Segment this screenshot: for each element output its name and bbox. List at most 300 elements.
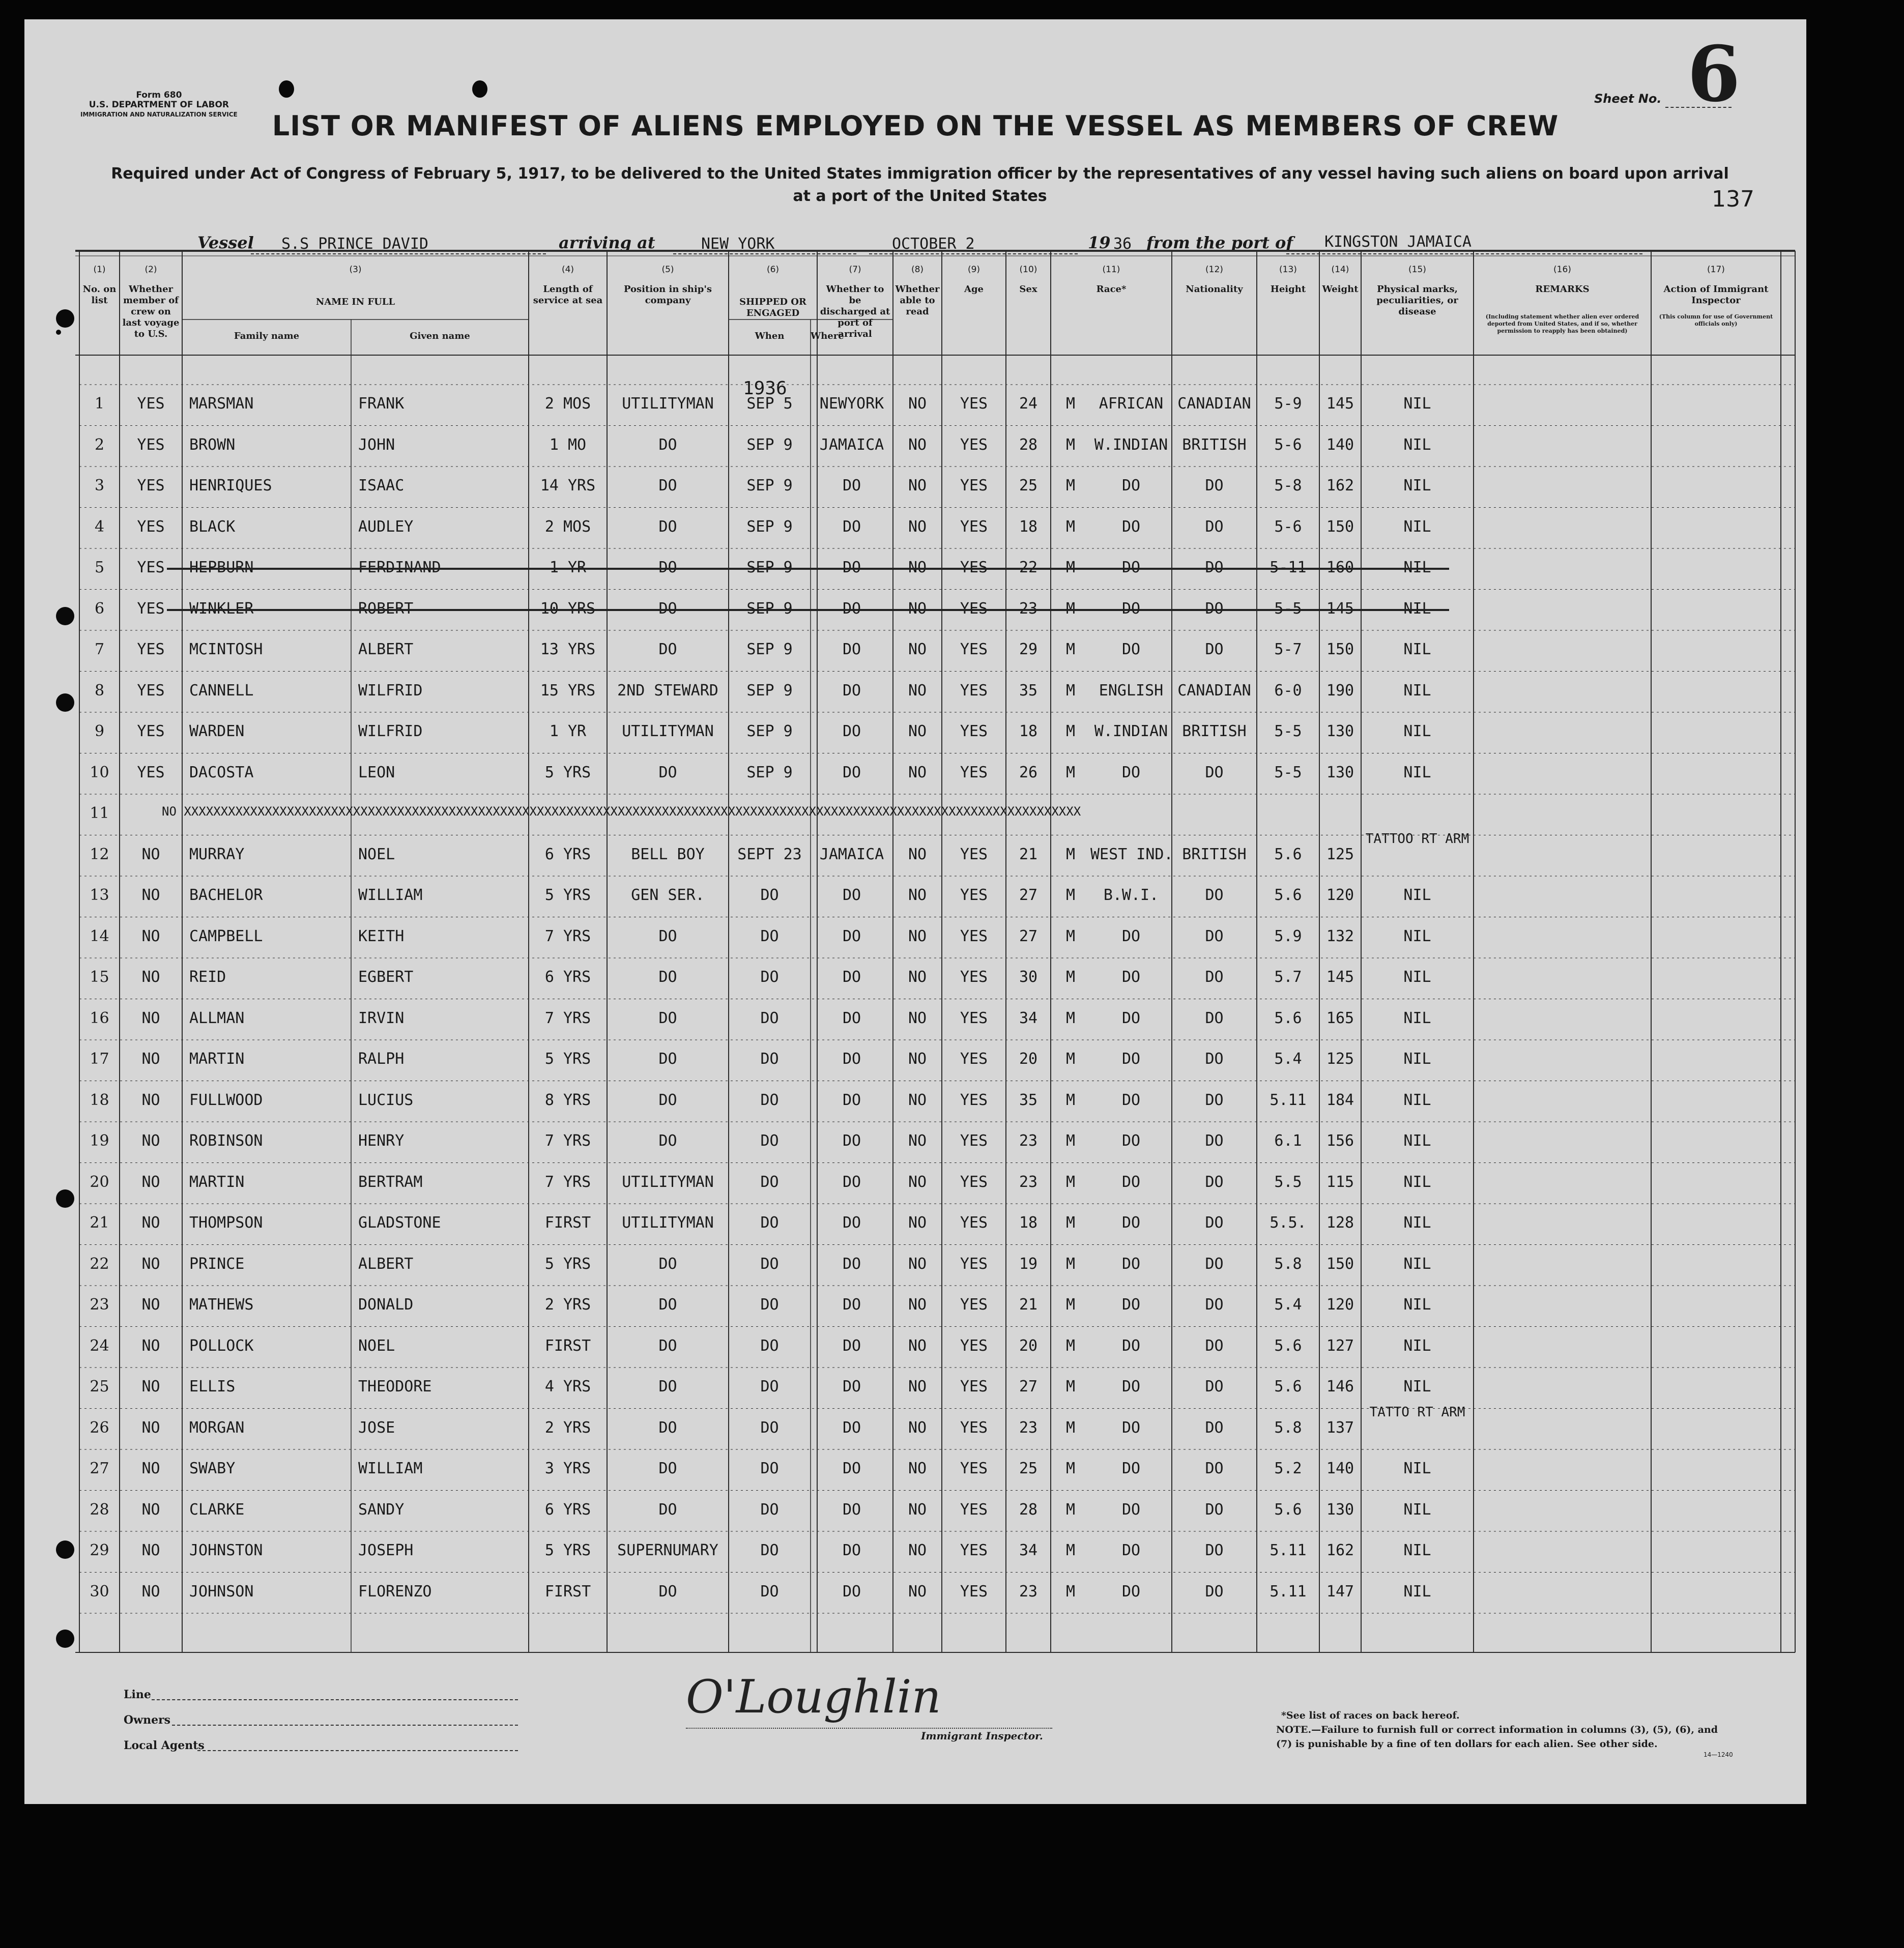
physical-marks: NIL <box>1403 1050 1431 1068</box>
race: WEST IND. <box>1090 845 1173 863</box>
previous-voyage: YES <box>137 681 165 700</box>
column-header: Weight <box>1322 284 1359 295</box>
page-title: LIST OR MANIFEST OF ALIENS EMPLOYED ON THE VESSEL AS MEMBERS OF CREW <box>272 110 1559 142</box>
previous-voyage: YES <box>137 599 165 618</box>
length-of-service: 14 YRS <box>540 477 596 495</box>
sex: M <box>1065 435 1076 454</box>
race: DO <box>1121 927 1141 945</box>
able-to-read: YES <box>960 1255 988 1273</box>
engaged-when: SEP 9 <box>746 763 793 781</box>
family-name: CAMPBELL <box>189 927 263 945</box>
engaged-when: DO <box>760 886 779 904</box>
able-to-read: YES <box>960 1296 988 1314</box>
engaged-where: DO <box>842 1418 861 1437</box>
table-row <box>24 1009 1806 1051</box>
race: DO <box>1121 763 1141 781</box>
weight: 184 <box>1326 1091 1354 1109</box>
column-number: (6) <box>766 265 780 275</box>
height: 5.11 <box>1270 1091 1307 1109</box>
previous-voyage: NO <box>141 1173 160 1191</box>
row-number: 25 <box>90 1378 109 1395</box>
sex: M <box>1065 1132 1076 1150</box>
weight: 130 <box>1326 1500 1354 1519</box>
row-number: 6 <box>94 599 105 618</box>
vessel-name: S.S PRINCE DAVID <box>281 235 428 253</box>
to-be-discharged: NO <box>908 559 927 576</box>
given-name: SANDY <box>358 1500 405 1519</box>
previous-voyage: NO <box>141 1418 160 1437</box>
race: DO <box>1121 1091 1141 1109</box>
family-name: MARTIN <box>189 1173 245 1191</box>
previous-voyage: NO <box>141 927 160 945</box>
height: 5.9 <box>1274 927 1302 945</box>
weight: 115 <box>1326 1173 1354 1191</box>
column-header: Position in ship's company <box>623 284 712 306</box>
position: DO <box>658 763 677 781</box>
age: 34 <box>1019 1009 1038 1027</box>
previous-voyage: YES <box>137 477 165 495</box>
column-number: (3) <box>349 265 362 275</box>
engaged-when: DO <box>760 1296 779 1314</box>
position: DO <box>658 1050 677 1068</box>
physical-marks: NIL <box>1403 1091 1431 1109</box>
family-name: CLARKE <box>189 1500 245 1519</box>
column-number: (1) <box>93 265 106 275</box>
nationality: DO <box>1205 1255 1224 1273</box>
length-of-service: 4 YRS <box>544 1378 591 1395</box>
able-to-read: YES <box>960 559 988 576</box>
nationality: DO <box>1205 599 1224 618</box>
able-to-read: YES <box>960 927 988 945</box>
column-number: (17) <box>1707 265 1725 275</box>
engaged-when: DO <box>760 1378 779 1395</box>
engaged-where: DO <box>842 927 861 945</box>
weight: 137 <box>1326 1418 1354 1437</box>
table-row <box>24 1214 1806 1255</box>
engaged-where: DO <box>842 1336 861 1355</box>
age: 27 <box>1019 886 1038 904</box>
row-number: 27 <box>90 1460 109 1477</box>
engaged-where: DO <box>842 886 861 904</box>
given-name: FLORENZO <box>358 1582 432 1601</box>
engaged-where: DO <box>842 1255 861 1273</box>
able-to-read: YES <box>960 1500 988 1519</box>
race: DO <box>1121 1255 1141 1273</box>
able-to-read: YES <box>960 1582 988 1601</box>
binder-hole-icon <box>56 1630 74 1648</box>
to-be-discharged: NO <box>908 1255 927 1273</box>
given-name: JOHN <box>358 435 395 454</box>
race: DO <box>1121 1378 1141 1395</box>
table-row <box>24 641 1806 682</box>
height: 5.6 <box>1274 1500 1302 1519</box>
sex: M <box>1065 559 1076 576</box>
given-name: DONALD <box>358 1296 414 1314</box>
column-number: (4) <box>561 265 574 275</box>
sex: M <box>1065 845 1076 863</box>
sex: M <box>1065 1050 1076 1068</box>
to-be-discharged: NO <box>908 1009 927 1027</box>
age: 27 <box>1019 1378 1038 1395</box>
column-subheader: Family name <box>234 331 300 341</box>
to-be-discharged: NO <box>908 968 927 986</box>
engaged-where: DO <box>842 1132 861 1150</box>
sex: M <box>1065 1173 1076 1191</box>
length-of-service: FIRST <box>544 1336 591 1355</box>
position: DO <box>658 1296 677 1314</box>
column-number: (10) <box>1019 265 1037 275</box>
length-of-service: FIRST <box>544 1582 591 1601</box>
nationality: DO <box>1205 1336 1224 1355</box>
weight: 120 <box>1326 1296 1354 1314</box>
table-row <box>24 831 1806 887</box>
family-name: THOMPSON <box>189 1214 263 1232</box>
family-name: BACHELOR <box>189 886 263 904</box>
weight: 140 <box>1326 435 1354 454</box>
position: DO <box>658 477 677 495</box>
physical-marks: NIL <box>1403 927 1431 945</box>
given-name: IRVIN <box>358 1009 405 1027</box>
race: DO <box>1121 1460 1141 1477</box>
sex: M <box>1065 1582 1076 1601</box>
strike-through-line <box>167 609 1449 611</box>
sex: M <box>1065 1460 1076 1477</box>
engaged-when: DO <box>760 1255 779 1273</box>
row-number: 13 <box>90 886 109 904</box>
row-number: 14 <box>90 927 109 945</box>
column-subheader: When <box>755 331 785 341</box>
length-of-service: 1 MO <box>549 435 587 454</box>
row-number: 21 <box>90 1214 109 1232</box>
position: DO <box>658 1091 677 1109</box>
engaged-when: DO <box>760 1214 779 1232</box>
length-of-service: 7 YRS <box>544 1132 591 1150</box>
family-name: MATHEWS <box>189 1296 254 1314</box>
weight: 128 <box>1326 1214 1354 1232</box>
physical-marks: NIL <box>1403 1378 1431 1395</box>
engaged-when: DO <box>760 1418 779 1437</box>
weight: 130 <box>1326 722 1354 740</box>
height: 5.5 <box>1274 1173 1302 1191</box>
given-name: ROBERT <box>358 599 414 618</box>
age: 23 <box>1019 1173 1038 1191</box>
age: 25 <box>1019 477 1038 495</box>
weight: 156 <box>1326 1132 1354 1150</box>
position: DO <box>658 1336 677 1355</box>
engaged-when: SEP 9 <box>746 681 793 700</box>
engaged-when: DO <box>760 968 779 986</box>
nationality: DO <box>1205 968 1224 986</box>
position: DO <box>658 1582 677 1601</box>
table-row <box>24 1501 1806 1542</box>
column-header: Race* <box>1096 284 1127 295</box>
engaged-when: SEP 9 <box>746 517 793 536</box>
height: 5.6 <box>1274 1378 1302 1395</box>
family-name: BROWN <box>189 435 236 454</box>
nationality: DO <box>1205 886 1224 904</box>
nationality: DO <box>1205 1542 1224 1559</box>
previous-voyage: YES <box>137 395 165 413</box>
table-row <box>24 518 1806 559</box>
column-header: Sex <box>1019 284 1037 295</box>
engaged-where: DO <box>842 1050 861 1068</box>
able-to-read: YES <box>960 1050 988 1068</box>
column-number: (7) <box>849 265 861 275</box>
engaged-when: SEP 9 <box>746 435 793 454</box>
family-name: ALLMAN <box>189 1009 245 1027</box>
age: 19 <box>1019 1255 1038 1273</box>
sex: M <box>1065 1418 1076 1437</box>
physical-marks: NIL <box>1403 517 1431 536</box>
weight: 125 <box>1326 1050 1354 1068</box>
physical-marks: NIL <box>1403 968 1431 986</box>
given-name: KEITH <box>358 927 405 945</box>
length-of-service: 6 YRS <box>544 1500 591 1519</box>
physical-marks: NIL <box>1403 599 1431 618</box>
race: W.INDIAN <box>1094 722 1168 740</box>
weight: 150 <box>1326 517 1354 536</box>
length-of-service: 6 YRS <box>544 968 591 986</box>
length-of-service: 10 YRS <box>540 599 596 618</box>
column-header: Height <box>1270 284 1306 295</box>
nationality: BRITISH <box>1182 845 1247 863</box>
physical-marks: NIL <box>1403 395 1431 413</box>
height: 5.11 <box>1270 1542 1307 1559</box>
age: 35 <box>1019 681 1038 700</box>
length-of-service: 1 YR <box>549 559 587 576</box>
table-row <box>24 968 1806 1009</box>
weight: 125 <box>1326 845 1354 863</box>
weight: 165 <box>1326 1009 1354 1027</box>
position: DO <box>658 927 677 945</box>
race: DO <box>1121 1582 1141 1601</box>
sex: M <box>1065 1500 1076 1519</box>
height: 5-9 <box>1274 395 1302 413</box>
row-number: 22 <box>90 1255 109 1273</box>
sex: M <box>1065 886 1076 904</box>
nationality: DO <box>1205 1132 1224 1150</box>
physical-marks: NIL <box>1403 681 1431 700</box>
to-be-discharged: NO <box>908 1460 927 1477</box>
column-header: REMARKS <box>1535 284 1590 295</box>
physical-marks: NIL <box>1403 641 1431 658</box>
previous-voyage: YES <box>137 517 165 536</box>
height: 5.6 <box>1274 886 1302 904</box>
column-subheader: Given name <box>410 331 470 341</box>
table-row <box>24 1460 1806 1501</box>
family-name: FULLWOOD <box>189 1091 263 1109</box>
nationality: DO <box>1205 1214 1224 1232</box>
length-of-service: 7 YRS <box>544 1009 591 1027</box>
age: 21 <box>1019 1296 1038 1314</box>
length-of-service: 5 YRS <box>544 1050 591 1068</box>
height: 5.6 <box>1274 1336 1302 1355</box>
to-be-discharged: NO <box>908 1378 927 1395</box>
family-name: MARTIN <box>189 1050 245 1068</box>
previous-voyage: NO <box>141 1091 160 1109</box>
to-be-discharged: NO <box>908 1500 927 1519</box>
age: 28 <box>1019 1500 1038 1519</box>
penalty-footnote: NOTE.—Failure to furnish full or correct information in columns (3), (5), (6), and (7) is punishable by a fine of ten dollars for each alien. See other side. <box>1276 1724 1718 1750</box>
height: 5-11 <box>1270 559 1307 576</box>
row-number: 8 <box>94 681 105 700</box>
row-number: 15 <box>90 968 109 986</box>
binder-hole-icon <box>56 330 61 335</box>
race: ENGLISH <box>1099 681 1164 700</box>
height: 5.4 <box>1274 1050 1302 1068</box>
table-row <box>24 1255 1806 1296</box>
column-number: (9) <box>967 265 980 275</box>
given-name: WILLIAM <box>358 886 423 904</box>
given-name: WILFRID <box>358 722 423 740</box>
column-subheader: Where <box>811 331 844 341</box>
table-row <box>24 559 1806 600</box>
height: 5.7 <box>1274 968 1302 986</box>
to-be-discharged: NO <box>908 1542 927 1559</box>
age: 27 <box>1019 927 1038 945</box>
family-name: MARSMAN <box>189 395 254 413</box>
manifest-sheet <box>24 19 1806 1804</box>
row-number: 11 <box>90 804 109 822</box>
race: DO <box>1121 559 1141 576</box>
page-subtitle: Required under Act of Congress of February 5, 1917, to be delivered to the United States immigration officer by the representatives of any vessel having such aliens on board upon arrival at a port of the United States <box>111 165 1729 205</box>
table-row <box>24 722 1806 764</box>
engaged-when: DO <box>760 1132 779 1150</box>
arrival-year: 36 <box>1113 235 1132 253</box>
weight: 145 <box>1326 395 1354 413</box>
row-number: 18 <box>90 1091 109 1109</box>
sex: M <box>1065 927 1076 945</box>
height: 6.1 <box>1274 1132 1302 1150</box>
line-label: Line <box>124 1688 151 1701</box>
to-be-discharged: NO <box>908 1418 927 1437</box>
length-of-service: 5 YRS <box>544 1255 591 1273</box>
physical-marks: NIL <box>1403 1255 1431 1273</box>
position: DO <box>658 599 677 618</box>
physical-marks: NIL <box>1403 886 1431 904</box>
physical-marks: TATTOO RT ARM <box>1365 831 1469 847</box>
given-name: EGBERT <box>358 968 414 986</box>
length-of-service: 5 YRS <box>544 763 591 781</box>
race: DO <box>1121 599 1141 618</box>
previous-voyage: NO <box>141 886 160 904</box>
table-row <box>24 600 1806 641</box>
to-be-discharged: NO <box>908 1296 927 1314</box>
table-row <box>24 886 1806 927</box>
nationality: DO <box>1205 1500 1224 1519</box>
table-row <box>24 804 1806 846</box>
able-to-read: YES <box>960 1091 988 1109</box>
engaged-where: NEWYORK <box>819 395 884 413</box>
table-row <box>24 1050 1806 1091</box>
able-to-read: YES <box>960 599 988 618</box>
length-of-service: FIRST <box>544 1214 591 1232</box>
race: DO <box>1121 1173 1141 1191</box>
weight: 130 <box>1326 763 1354 781</box>
engaged-where: DO <box>842 1582 861 1601</box>
height: 5-6 <box>1274 517 1302 536</box>
position: SUPERNUMARY <box>617 1542 718 1559</box>
able-to-read: YES <box>960 1418 988 1437</box>
race: W.INDIAN <box>1094 435 1168 454</box>
to-be-discharged: NO <box>908 1091 927 1109</box>
weight: 160 <box>1326 559 1354 576</box>
age: 18 <box>1019 517 1038 536</box>
race: DO <box>1121 1296 1141 1314</box>
height: 5.4 <box>1274 1296 1302 1314</box>
previous-voyage: NO <box>141 845 160 863</box>
to-be-discharged: NO <box>908 886 927 904</box>
engaged-where: DO <box>842 681 861 700</box>
position: DO <box>658 641 677 658</box>
row-number: 20 <box>90 1173 109 1191</box>
nationality: DO <box>1205 1050 1224 1068</box>
nationality: BRITISH <box>1182 722 1247 740</box>
physical-marks: NIL <box>1403 1336 1431 1355</box>
able-to-read: YES <box>960 1009 988 1027</box>
row-number: 9 <box>94 722 105 740</box>
age: 18 <box>1019 1214 1038 1232</box>
weight: 162 <box>1326 1542 1354 1559</box>
age: 34 <box>1019 1542 1038 1559</box>
column-number: (16) <box>1553 265 1571 275</box>
race: DO <box>1121 1214 1141 1232</box>
nationality: DO <box>1205 1091 1224 1109</box>
engaged-when: DO <box>760 1336 779 1355</box>
sex: M <box>1065 1255 1076 1273</box>
able-to-read: YES <box>960 681 988 700</box>
height: 5-5 <box>1274 599 1302 618</box>
given-name: LEON <box>358 763 395 781</box>
height: 5-5 <box>1274 763 1302 781</box>
engaged-where: DO <box>842 1378 861 1395</box>
column-header: Whether member of crew on last voyage to U.S. <box>122 284 180 339</box>
row-number: 17 <box>90 1050 109 1068</box>
nationality: DO <box>1205 1296 1224 1314</box>
table-row <box>24 477 1806 518</box>
engaged-where: DO <box>842 599 861 618</box>
family-name: DACOSTA <box>189 763 254 781</box>
position: DO <box>658 1009 677 1027</box>
race: DO <box>1121 641 1141 658</box>
position: DO <box>658 1418 677 1437</box>
nationality: DO <box>1205 477 1224 495</box>
race: DO <box>1121 477 1141 495</box>
row-number: 3 <box>94 477 105 495</box>
age: 20 <box>1019 1050 1038 1068</box>
row-number: 1 <box>94 395 105 413</box>
engaged-when: DO <box>760 927 779 945</box>
form-number: Form 680 <box>136 90 182 100</box>
length-of-service: 2 YRS <box>544 1296 591 1314</box>
row-number: 29 <box>90 1542 109 1559</box>
row-number: 19 <box>90 1132 109 1150</box>
given-name: JOSEPH <box>358 1542 414 1559</box>
to-be-discharged: NO <box>908 395 927 413</box>
position: DO <box>658 1460 677 1477</box>
given-name: ALBERT <box>358 1255 414 1273</box>
engaged-where: DO <box>842 722 861 740</box>
family-name: JOHNSON <box>189 1582 254 1601</box>
nationality: DO <box>1205 1418 1224 1437</box>
given-name: GLADSTONE <box>358 1214 441 1232</box>
row-number: 26 <box>90 1418 109 1437</box>
table-row <box>24 764 1806 805</box>
physical-marks: NIL <box>1403 763 1431 781</box>
family-name: ROBINSON <box>189 1132 263 1150</box>
physical-marks: NIL <box>1403 477 1431 495</box>
length-of-service: 2 MOS <box>544 517 591 536</box>
